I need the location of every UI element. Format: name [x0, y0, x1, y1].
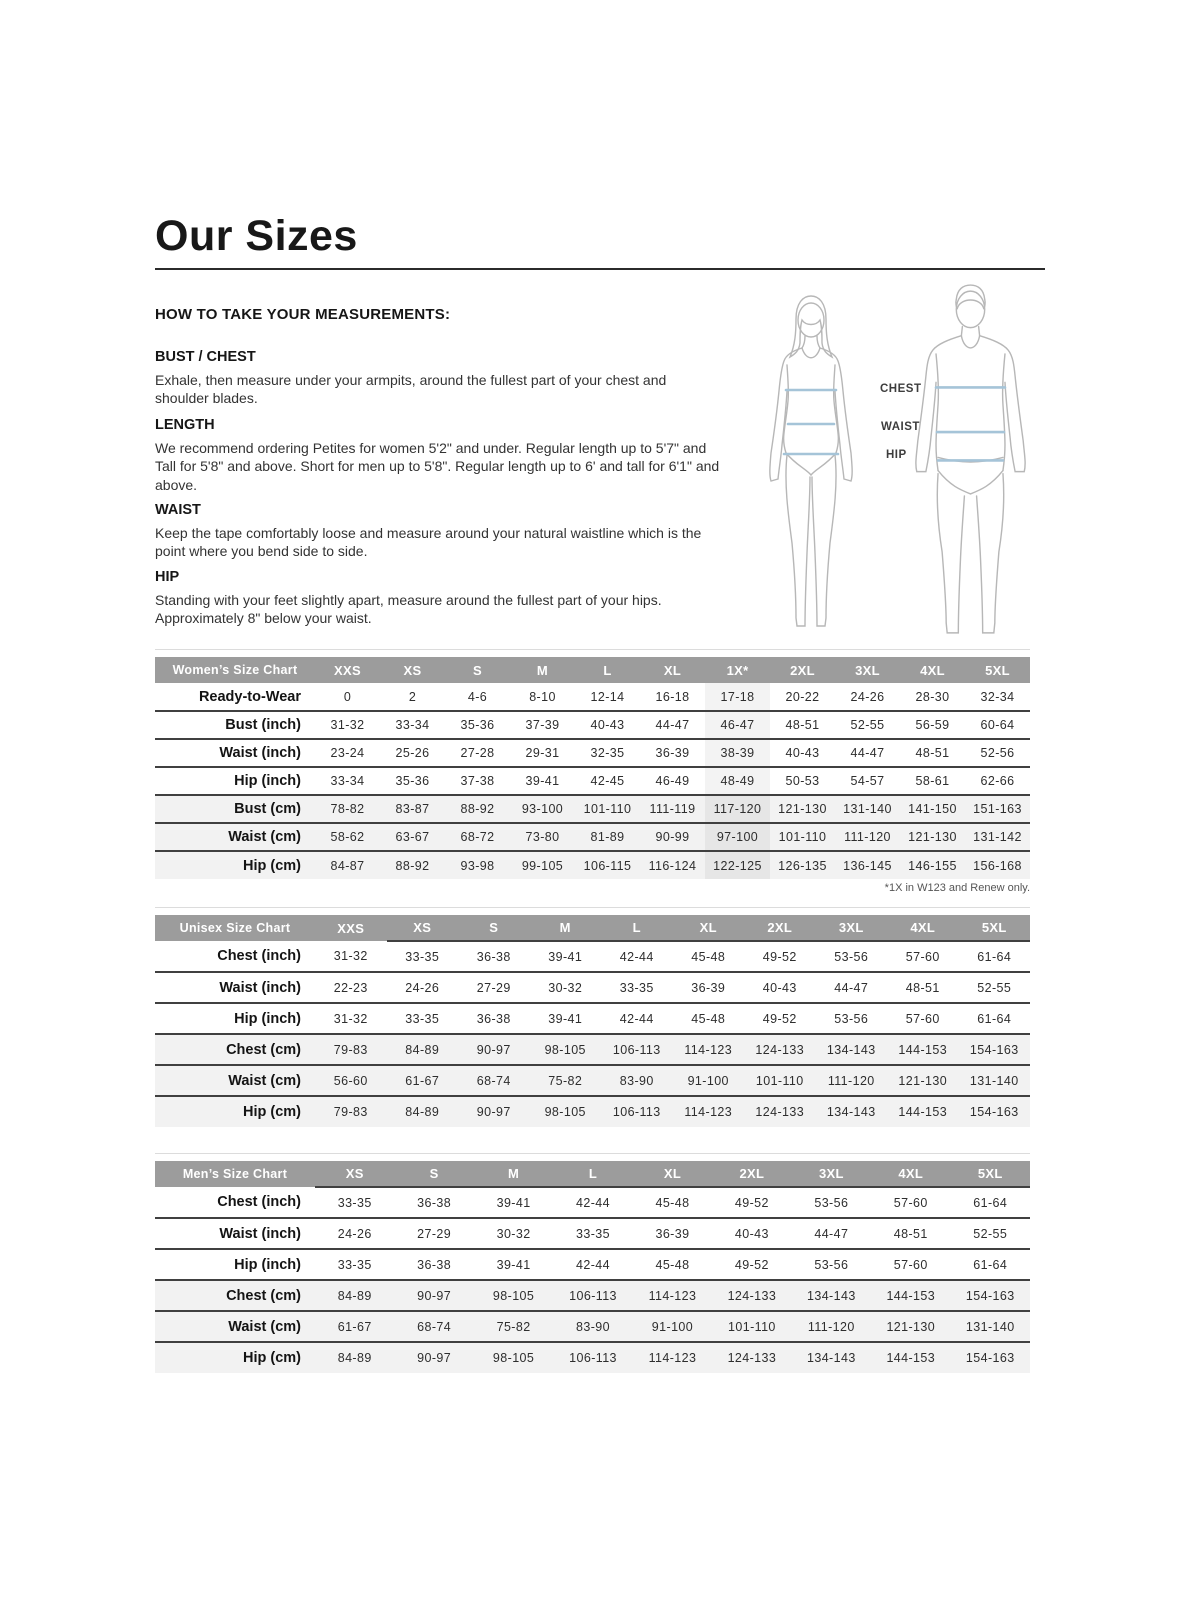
size-column-header: XXS	[315, 915, 387, 941]
women-size-chart	[155, 649, 1030, 879]
size-value-cell: 134-143	[792, 1280, 871, 1311]
unisex-size-table	[155, 915, 1030, 1127]
table-row	[155, 1034, 1030, 1065]
mens-size-table	[155, 1161, 1030, 1373]
size-value-cell: 35-36	[445, 711, 510, 739]
size-value-cell: 30-32	[530, 972, 602, 1003]
table-row	[155, 739, 1030, 767]
size-column-header: XL	[633, 1161, 712, 1187]
table-row	[155, 823, 1030, 851]
size-column-header: 2XL	[770, 657, 835, 683]
size-value-cell: 33-35	[387, 941, 459, 972]
size-value-cell: 117-120	[705, 795, 770, 823]
size-value-cell: 84-89	[315, 1280, 394, 1311]
size-value-cell: 106-115	[583, 858, 632, 873]
row-label: Hip (cm)	[243, 857, 301, 874]
size-value-cell: 45-48	[633, 1187, 712, 1218]
size-value-cell: 91-100	[673, 1065, 745, 1096]
row-label: Chest (inch)	[155, 1187, 315, 1218]
size-value-cell: 60-64	[965, 711, 1030, 739]
size-value-cell: 124-133	[744, 1034, 816, 1065]
size-value-cell: 24-26	[835, 683, 900, 711]
size-value-cell: 136-145	[843, 858, 892, 873]
size-column-header: 5XL	[965, 657, 1030, 683]
size-value-cell: 31-32	[315, 941, 387, 972]
row-label: Waist (inch)	[155, 972, 315, 1003]
size-column-header: 3XL	[792, 1161, 871, 1187]
women-size-table	[155, 657, 1030, 879]
size-value-cell: 20-22	[770, 683, 835, 711]
table-row	[155, 1280, 1030, 1311]
size-value-cell: 154-163	[951, 1280, 1031, 1311]
size-value-cell: 106-113	[601, 1034, 673, 1065]
section-label-bust-chest: BUST / CHEST	[155, 349, 256, 365]
size-column-header: 1X*	[705, 657, 770, 683]
size-value-cell: 84-89	[405, 1105, 440, 1119]
size-value-cell: 101-110	[770, 823, 835, 851]
size-value-cell: 101-110	[744, 1065, 816, 1096]
size-column-header: M	[474, 1161, 553, 1187]
size-value-cell: 16-18	[640, 683, 705, 711]
unisex-size-chart	[155, 907, 1030, 1127]
size-value-cell: 88-92	[395, 858, 430, 873]
row-label: Hip (cm)	[243, 1350, 301, 1366]
size-value-cell: 42-44	[601, 941, 673, 972]
size-column-header: XXS	[315, 657, 380, 683]
title-divider	[155, 268, 1045, 270]
size-value-cell: 48-51	[770, 711, 835, 739]
size-value-cell: 101-110	[575, 795, 640, 823]
size-value-cell: 46-47	[705, 711, 770, 739]
size-value-cell: 46-49	[640, 767, 705, 795]
section-waist	[155, 502, 723, 561]
size-value-cell: 37-38	[445, 767, 510, 795]
size-column-header: L	[553, 1161, 632, 1187]
size-value-cell: 45-48	[673, 941, 745, 972]
size-value-cell: 24-26	[315, 1218, 394, 1249]
size-value-cell: 106-113	[569, 1351, 617, 1365]
size-value-cell: 58-61	[900, 767, 965, 795]
size-value-cell: 53-56	[816, 941, 888, 972]
male-figure-illustration	[898, 283, 1043, 643]
size-value-cell: 40-43	[575, 711, 640, 739]
size-value-cell: 36-38	[458, 941, 530, 972]
size-column-header: 3XL	[835, 657, 900, 683]
women-table-footnote: *1X in W123 and Renew only.	[884, 882, 1030, 894]
size-value-cell: 33-35	[315, 1249, 394, 1280]
size-value-cell: 101-110	[712, 1311, 791, 1342]
size-value-cell: 134-143	[807, 1351, 856, 1365]
size-value-cell: 144-153	[898, 1105, 948, 1119]
size-value-cell: 33-35	[553, 1218, 632, 1249]
size-value-cell: 61-64	[951, 1249, 1031, 1280]
size-value-cell: 23-24	[315, 739, 380, 767]
size-value-cell: 48-51	[871, 1218, 950, 1249]
size-value-cell: 83-87	[380, 795, 445, 823]
size-value-cell: 146-155	[908, 858, 957, 873]
size-value-cell: 33-34	[380, 711, 445, 739]
size-value-cell: 83-90	[601, 1065, 673, 1096]
row-label: Waist (cm)	[155, 1065, 315, 1096]
table-title: Men’s Size Chart	[155, 1161, 315, 1187]
size-value-cell: 8-10	[510, 683, 575, 711]
size-value-cell: 154-163	[969, 1105, 1019, 1119]
size-value-cell: 98-105	[474, 1280, 553, 1311]
size-value-cell: 83-90	[553, 1311, 632, 1342]
size-value-cell: 39-41	[474, 1249, 553, 1280]
size-value-cell: 42-44	[553, 1249, 632, 1280]
size-value-cell: 121-130	[900, 823, 965, 851]
measurement-label-hip: HIP	[886, 449, 907, 461]
size-value-cell: 88-92	[445, 795, 510, 823]
size-value-cell: 4-6	[445, 683, 510, 711]
size-value-cell: 27-28	[445, 739, 510, 767]
size-value-cell: 53-56	[816, 1003, 888, 1034]
table-row	[155, 941, 1030, 972]
table-row	[155, 1003, 1030, 1034]
size-value-cell: 49-52	[712, 1187, 791, 1218]
row-label: Waist (cm)	[155, 1311, 315, 1342]
size-value-cell: 68-74	[394, 1311, 473, 1342]
size-value-cell: 36-39	[640, 739, 705, 767]
size-value-cell: 57-60	[871, 1249, 950, 1280]
size-value-cell: 45-48	[673, 1003, 745, 1034]
size-value-cell: 44-47	[816, 972, 888, 1003]
size-value-cell: 106-113	[553, 1280, 632, 1311]
section-text-bust-chest: Exhale, then measure under your armpits, around the fullest part of your chest and shoulder blades.	[155, 372, 667, 407]
mens-size-chart	[155, 1153, 1030, 1373]
size-column-header: 4XL	[871, 1161, 950, 1187]
size-value-cell: 48-51	[887, 972, 959, 1003]
section-label-waist: WAIST	[155, 502, 201, 518]
size-column-header: 3XL	[816, 915, 888, 941]
size-value-cell: 44-47	[835, 739, 900, 767]
section-text-length: We recommend ordering Petites for women 5'2" and under. Regular length up to 5'7" and Tall for 5'8" and above. Short for men up to 5'8". Regular length up to 6' and tall for 6'1" and above.	[155, 440, 720, 493]
size-value-cell: 44-47	[640, 711, 705, 739]
size-value-cell: 144-153	[887, 1034, 959, 1065]
size-value-cell: 39-41	[510, 767, 575, 795]
size-column-header: M	[510, 657, 575, 683]
size-value-cell: 90-99	[640, 823, 705, 851]
size-value-cell: 49-52	[744, 1003, 816, 1034]
section-bust-chest	[155, 349, 723, 408]
size-value-cell: 38-39	[705, 739, 770, 767]
size-value-cell: 84-87	[330, 858, 365, 873]
size-value-cell: 28-30	[900, 683, 965, 711]
size-value-cell: 52-55	[951, 1218, 1031, 1249]
size-value-cell: 52-56	[965, 739, 1030, 767]
size-column-header: 5XL	[959, 915, 1031, 941]
size-value-cell: 52-55	[835, 711, 900, 739]
size-column-header: 5XL	[951, 1161, 1031, 1187]
size-value-cell: 36-38	[458, 1003, 530, 1034]
table-row	[155, 1065, 1030, 1096]
size-value-cell: 68-74	[458, 1065, 530, 1096]
size-value-cell: 37-39	[510, 711, 575, 739]
size-column-header: XS	[387, 915, 459, 941]
size-column-header: S	[458, 915, 530, 941]
size-value-cell: 122-125	[705, 851, 770, 879]
measurement-label-waist: WAIST	[881, 421, 920, 433]
size-value-cell: 68-72	[445, 823, 510, 851]
table-row	[155, 1249, 1030, 1280]
size-value-cell: 48-51	[900, 739, 965, 767]
table-row	[155, 1187, 1030, 1218]
size-value-cell: 2	[380, 683, 445, 711]
size-value-cell: 53-56	[792, 1249, 871, 1280]
size-value-cell: 32-34	[965, 683, 1030, 711]
size-value-cell: 49-52	[712, 1249, 791, 1280]
size-value-cell: 32-35	[575, 739, 640, 767]
row-label: Waist (inch)	[155, 1218, 315, 1249]
size-value-cell: 121-130	[770, 795, 835, 823]
table-title: Women’s Size Chart	[155, 657, 315, 683]
size-value-cell: 111-120	[792, 1311, 871, 1342]
size-value-cell: 90-97	[476, 1105, 511, 1119]
size-value-cell: 156-168	[973, 858, 1022, 873]
size-value-cell: 154-163	[965, 1351, 1015, 1365]
size-value-cell: 42-44	[553, 1187, 632, 1218]
size-value-cell: 99-105	[521, 858, 564, 873]
section-hip	[155, 569, 723, 628]
size-column-header: L	[601, 915, 673, 941]
size-value-cell: 79-83	[315, 1034, 387, 1065]
size-value-cell: 50-53	[770, 767, 835, 795]
row-label: Waist (inch)	[155, 739, 315, 767]
row-label: Chest (cm)	[155, 1280, 315, 1311]
size-value-cell: 144-153	[871, 1280, 950, 1311]
size-value-cell: 31-32	[315, 1003, 387, 1034]
size-value-cell: 79-83	[333, 1105, 368, 1119]
instructions-heading: HOW TO TAKE YOUR MEASUREMENTS:	[155, 306, 451, 323]
size-value-cell: 63-67	[380, 823, 445, 851]
size-value-cell: 90-97	[394, 1280, 473, 1311]
size-value-cell: 44-47	[792, 1218, 871, 1249]
size-value-cell: 33-34	[315, 767, 380, 795]
size-value-cell: 61-64	[951, 1187, 1031, 1218]
size-column-header: S	[394, 1161, 473, 1187]
size-value-cell: 27-29	[458, 972, 530, 1003]
size-value-cell: 39-41	[530, 1003, 602, 1034]
size-value-cell: 114-123	[633, 1280, 712, 1311]
size-value-cell: 40-43	[744, 972, 816, 1003]
size-value-cell: 61-64	[959, 941, 1031, 972]
row-label: Waist (cm)	[155, 823, 315, 851]
size-value-cell: 124-133	[712, 1280, 791, 1311]
female-figure-illustration	[756, 293, 866, 638]
size-value-cell: 42-45	[575, 767, 640, 795]
section-length	[155, 417, 723, 494]
row-label: Hip (inch)	[155, 1249, 315, 1280]
size-column-header: S	[445, 657, 510, 683]
size-column-header: XL	[673, 915, 745, 941]
size-value-cell: 124-133	[727, 1351, 777, 1365]
row-label: Bust (inch)	[155, 711, 315, 739]
size-value-cell: 40-43	[712, 1218, 791, 1249]
section-text-hip: Standing with your feet slightly apart, measure around the fullest part of your hips. Approximately 8" below your waist.	[155, 592, 662, 627]
section-label-length: LENGTH	[155, 417, 215, 433]
row-label: Hip (cm)	[243, 1104, 301, 1120]
table-row	[155, 711, 1030, 739]
size-value-cell: 84-89	[337, 1351, 372, 1365]
size-value-cell: 57-60	[887, 1003, 959, 1034]
size-value-cell: 33-35	[387, 1003, 459, 1034]
size-value-cell: 91-100	[633, 1311, 712, 1342]
size-value-cell: 35-36	[380, 767, 445, 795]
size-column-header: 4XL	[887, 915, 959, 941]
size-column-header: XS	[380, 657, 445, 683]
size-value-cell: 27-29	[394, 1218, 473, 1249]
size-column-header: 2XL	[744, 915, 816, 941]
size-value-cell: 111-119	[640, 795, 705, 823]
size-value-cell: 98-105	[544, 1105, 586, 1119]
row-label: Hip (inch)	[155, 1003, 315, 1034]
size-value-cell: 54-57	[835, 767, 900, 795]
size-value-cell: 30-32	[474, 1218, 553, 1249]
table-row	[155, 767, 1030, 795]
section-label-hip: HIP	[155, 569, 180, 585]
size-value-cell: 56-59	[900, 711, 965, 739]
size-value-cell: 48-49	[705, 767, 770, 795]
size-value-cell: 24-26	[387, 972, 459, 1003]
size-value-cell: 36-38	[394, 1249, 473, 1280]
size-value-cell: 111-120	[835, 823, 900, 851]
row-label: Hip (inch)	[155, 767, 315, 795]
size-value-cell: 73-80	[510, 823, 575, 851]
size-value-cell: 93-100	[510, 795, 575, 823]
size-value-cell: 31-32	[315, 711, 380, 739]
size-value-cell: 57-60	[887, 941, 959, 972]
row-label: Chest (inch)	[155, 941, 315, 972]
size-value-cell: 131-142	[965, 823, 1030, 851]
size-value-cell: 144-153	[886, 1351, 936, 1365]
size-value-cell: 141-150	[900, 795, 965, 823]
size-column-header: XS	[315, 1161, 394, 1187]
size-value-cell: 62-66	[965, 767, 1030, 795]
size-value-cell: 36-39	[673, 972, 745, 1003]
size-value-cell: 22-23	[315, 972, 387, 1003]
size-value-cell: 93-98	[460, 858, 495, 873]
size-value-cell: 61-67	[387, 1065, 459, 1096]
size-value-cell: 114-123	[684, 1105, 733, 1119]
size-value-cell: 29-31	[510, 739, 575, 767]
size-value-cell: 45-48	[633, 1249, 712, 1280]
size-value-cell: 36-39	[633, 1218, 712, 1249]
row-label: Ready-to-Wear	[155, 683, 315, 711]
size-value-cell: 58-62	[315, 823, 380, 851]
size-value-cell: 12-14	[575, 683, 640, 711]
size-value-cell: 17-18	[705, 683, 770, 711]
size-value-cell: 61-64	[959, 1003, 1031, 1034]
size-value-cell: 151-163	[965, 795, 1030, 823]
table-row	[155, 1096, 1030, 1127]
size-column-header: XL	[640, 657, 705, 683]
size-value-cell: 81-89	[575, 823, 640, 851]
size-value-cell: 114-123	[648, 1351, 697, 1365]
size-value-cell: 36-38	[394, 1187, 473, 1218]
size-value-cell: 121-130	[887, 1065, 959, 1096]
size-value-cell: 134-143	[816, 1034, 888, 1065]
size-value-cell: 57-60	[871, 1187, 950, 1218]
size-value-cell: 33-35	[601, 972, 673, 1003]
size-value-cell: 75-82	[530, 1065, 602, 1096]
size-value-cell: 114-123	[673, 1034, 745, 1065]
size-value-cell: 53-56	[792, 1187, 871, 1218]
size-value-cell: 121-130	[871, 1311, 950, 1342]
size-value-cell: 90-97	[417, 1351, 452, 1365]
table-row	[155, 972, 1030, 1003]
size-value-cell: 131-140	[959, 1065, 1031, 1096]
size-column-header: 4XL	[900, 657, 965, 683]
table-row	[155, 683, 1030, 711]
size-value-cell: 25-26	[380, 739, 445, 767]
size-value-cell: 124-133	[755, 1105, 805, 1119]
page-title: Our Sizes	[155, 212, 358, 260]
size-value-cell: 116-124	[648, 858, 697, 873]
size-value-cell: 106-113	[612, 1105, 661, 1119]
row-label: Chest (cm)	[155, 1034, 315, 1065]
table-row	[155, 1342, 1030, 1373]
size-value-cell: 97-100	[705, 823, 770, 851]
size-value-cell: 56-60	[315, 1065, 387, 1096]
size-column-header: L	[575, 657, 640, 683]
measurement-label-chest: CHEST	[880, 383, 922, 395]
size-value-cell: 131-140	[951, 1311, 1031, 1342]
table-row	[155, 851, 1030, 879]
size-value-cell: 98-105	[530, 1034, 602, 1065]
row-label: Bust (cm)	[155, 795, 315, 823]
size-value-cell: 40-43	[770, 739, 835, 767]
size-column-header: M	[530, 915, 602, 941]
size-value-cell: 154-163	[959, 1034, 1031, 1065]
table-title: Unisex Size Chart	[155, 915, 315, 941]
size-value-cell: 84-89	[387, 1034, 459, 1065]
size-value-cell: 39-41	[530, 941, 602, 972]
table-row	[155, 1218, 1030, 1249]
size-value-cell: 49-52	[744, 941, 816, 972]
table-row	[155, 795, 1030, 823]
size-value-cell: 52-55	[959, 972, 1031, 1003]
size-value-cell: 61-67	[315, 1311, 394, 1342]
size-value-cell: 39-41	[474, 1187, 553, 1218]
section-text-waist: Keep the tape comfortably loose and measure around your natural waistline which is the point where you bend side to side.	[155, 525, 702, 560]
size-value-cell: 42-44	[601, 1003, 673, 1034]
size-value-cell: 134-143	[826, 1105, 876, 1119]
size-value-cell: 111-120	[816, 1065, 888, 1096]
size-value-cell: 126-135	[778, 858, 827, 873]
size-value-cell: 78-82	[315, 795, 380, 823]
size-value-cell: 98-105	[492, 1351, 535, 1365]
size-value-cell: 90-97	[458, 1034, 530, 1065]
size-value-cell: 0	[315, 683, 380, 711]
size-column-header: 2XL	[712, 1161, 791, 1187]
table-row	[155, 1311, 1030, 1342]
size-value-cell: 75-82	[474, 1311, 553, 1342]
size-value-cell: 131-140	[835, 795, 900, 823]
size-value-cell: 33-35	[315, 1187, 394, 1218]
